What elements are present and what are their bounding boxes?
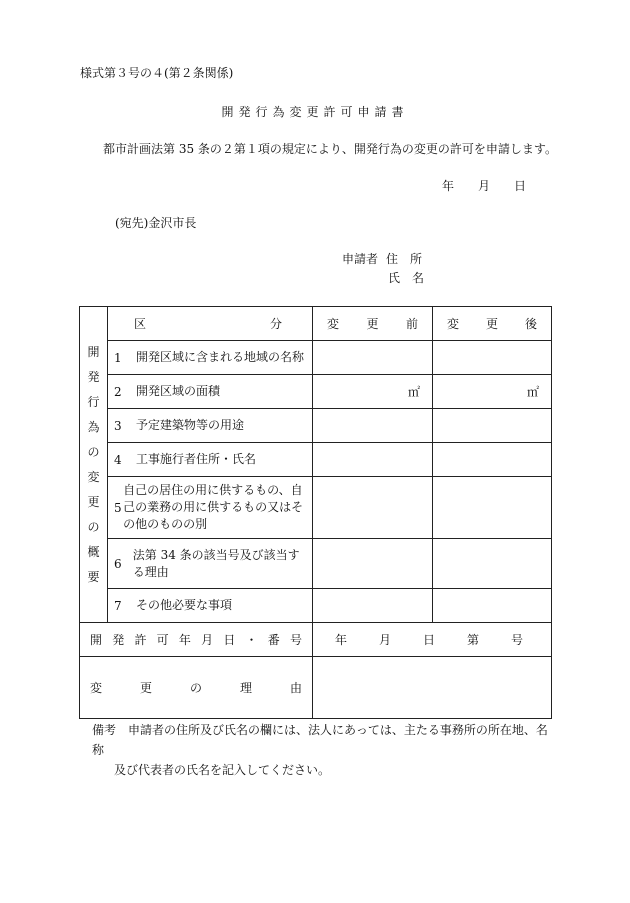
before-cell[interactable] [313, 539, 433, 589]
permit-day-label: 日 [422, 633, 435, 647]
table-header-row [80, 307, 552, 341]
row-label-text: 開発区域の面積 [136, 384, 221, 398]
remarks-text-2: 及び代表者の氏名を記入してください。 [114, 763, 331, 777]
permit-char: 許 [134, 633, 147, 647]
before-cell[interactable] [313, 589, 433, 623]
table-row [80, 409, 552, 443]
side-char: の [87, 445, 100, 459]
permit-char: 開 [90, 633, 103, 647]
side-char: 概 [87, 545, 100, 559]
date-year-label: 年 [442, 179, 455, 193]
permit-char: 月 [201, 633, 214, 647]
applicant-address-label: 住 所 [386, 252, 423, 266]
table-row [80, 341, 552, 375]
permit-no-prefix: 第 [466, 633, 479, 647]
after-cell[interactable] [433, 539, 552, 589]
date-month-label: 月 [478, 179, 491, 193]
header-section-left: 区 [134, 317, 147, 331]
after-cell[interactable] [433, 589, 552, 623]
row-label [108, 375, 313, 409]
permit-char: 発 [112, 633, 125, 647]
header-char: 変 [327, 317, 340, 331]
row-label [108, 341, 313, 375]
reason-char: 変 [90, 681, 103, 695]
row-label [108, 477, 313, 539]
table-row [80, 477, 552, 539]
side-char: 開 [87, 345, 100, 359]
reason-char: の [189, 681, 202, 695]
after-cell[interactable] [433, 409, 552, 443]
preamble-text: 都市計画法第 35 条の２第１項の規定により、開発行為の変更の許可を申請します。 [103, 142, 557, 156]
permit-char: 番 [267, 633, 280, 647]
remarks [92, 720, 552, 780]
reason-row [80, 657, 552, 719]
before-cell[interactable] [313, 409, 433, 443]
applicant-block [342, 250, 424, 288]
header-section [108, 307, 313, 341]
before-cell[interactable] [313, 341, 433, 375]
row-label-text: 自己の居住の用に供するもの、自己の業務の用に供するもの又はその他のものの別 [123, 483, 304, 531]
after-cell[interactable] [433, 443, 552, 477]
permit-char: ・ [245, 633, 258, 647]
permit-value[interactable] [313, 623, 552, 657]
row-label-text: 開発区域に含まれる地域の名称 [136, 350, 305, 364]
row-label [108, 443, 313, 477]
remarks-label: 備考 [92, 723, 117, 737]
row-number: 1 [114, 350, 122, 365]
permit-char: 年 [178, 633, 191, 647]
header-after [433, 307, 552, 341]
date-line [442, 177, 550, 194]
change-summary-table [79, 306, 552, 719]
header-char: 変 [447, 317, 460, 331]
date-day-label: 日 [514, 179, 527, 193]
before-cell[interactable]: ㎡ [313, 375, 433, 409]
row-label [108, 409, 313, 443]
row-number: 6 [114, 556, 122, 571]
reason-label [80, 657, 313, 719]
table-row [80, 539, 552, 589]
addressee: (宛先)金沢市長 [115, 216, 197, 230]
after-cell[interactable] [433, 477, 552, 539]
permit-label [80, 623, 313, 657]
reason-char: 更 [139, 681, 152, 695]
header-before [313, 307, 433, 341]
reason-char: 理 [239, 681, 252, 695]
before-cell[interactable] [313, 443, 433, 477]
row-label-text: 予定建築物等の用途 [136, 418, 245, 432]
permit-char: 日 [223, 633, 236, 647]
side-char: 更 [87, 495, 100, 509]
applicant-name-label: 氏 名 [388, 271, 425, 285]
row-label-text: 法第 34 条の該当号及び該当する理由 [132, 547, 300, 579]
side-char: 為 [87, 420, 100, 434]
side-char: 変 [87, 470, 100, 484]
permit-year-label: 年 [334, 633, 347, 647]
row-number: 5 [114, 500, 122, 515]
after-cell[interactable] [433, 341, 552, 375]
after-cell[interactable]: ㎡ [433, 375, 552, 409]
permit-char: 可 [156, 633, 169, 647]
table-row [80, 443, 552, 477]
applicant-label: 申請者 [342, 252, 379, 266]
side-char: 要 [87, 570, 100, 584]
side-char: の [87, 520, 100, 534]
side-label [80, 307, 108, 623]
header-char: 更 [366, 317, 379, 331]
row-number: 3 [114, 418, 122, 433]
header-char: 更 [485, 317, 498, 331]
header-char: 後 [524, 317, 537, 331]
row-label [108, 539, 313, 589]
table-row [80, 375, 552, 409]
header-char: 前 [405, 317, 418, 331]
row-number: 4 [114, 452, 122, 467]
row-label [108, 589, 313, 623]
permit-month-label: 月 [378, 633, 391, 647]
reason-char: 由 [289, 681, 302, 695]
header-section-right: 分 [269, 317, 282, 331]
permit-no-suffix: 号 [510, 633, 523, 647]
row-number: 7 [114, 598, 122, 613]
form-number: 様式第３号の４(第２条関係) [80, 66, 234, 80]
reason-value[interactable] [313, 657, 552, 719]
permit-char: 号 [289, 633, 302, 647]
remarks-text-1: 申請者の住所及び氏名の欄には、法人にあっては、主たる事務所の所在地、名称 [92, 723, 548, 757]
row-number: 2 [114, 384, 122, 399]
row-label-text: 工事施行者住所・氏名 [136, 452, 257, 466]
row-label-text: その他必要な事項 [136, 598, 233, 612]
table-row [80, 589, 552, 623]
side-char: 発 [87, 370, 100, 384]
page-title: 開発行為変更許可申請書 [221, 105, 409, 119]
before-cell[interactable] [313, 477, 433, 539]
side-char: 行 [87, 395, 100, 409]
permit-row [80, 623, 552, 657]
